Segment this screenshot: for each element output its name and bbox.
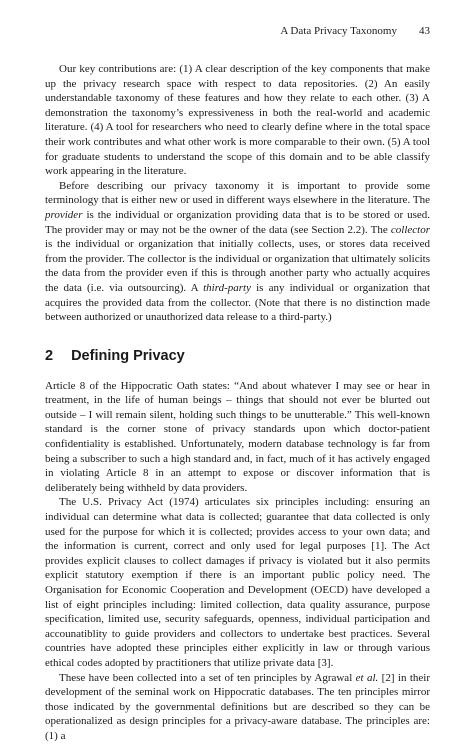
paragraph-hippocratic-oath-text: Article 8 of the Hippocratic Oath states: “And about whatever I may see or hear in treatment, in the life of human beings – things that should not ever be blurted out outside – I will remain silent, holding such things to be unutterable.” This well-known standard is the corner stone of privacy standards upon which doctor-patient confidentiality is established. Unfortunately, modern database technology is far from being a subscriber to such a high standard and, in fact, much of it has actively engaged in violating Article 8 in an attempt to expose or discover information that is deliberately being withheld by data providers. — [45, 379, 430, 494]
paragraph-privacy-act — [45, 495, 430, 670]
section-title: Defining Privacy — [71, 347, 185, 364]
term-provider: provider — [45, 208, 83, 221]
term-third-party: third-party — [203, 281, 251, 294]
section-heading — [45, 347, 430, 365]
paragraph-hippocratic-oath — [45, 379, 430, 496]
running-title: A Data Privacy Taxonomy — [280, 25, 397, 37]
term-collector: collector — [390, 223, 430, 236]
paragraph-contributions — [45, 62, 430, 179]
terminology-text-1: Before describing our privacy taxonomy it is important to provide some terminology that is either new or used in different ways elsewhere in the literature. The — [45, 179, 430, 207]
terminology-text-3: is the individual or organization that initially collects, uses, or stores data received from the provider. The collector is the individual or organization that ultimately solicits the data from the provider even if this is through another party who actually acquires the data (i.e. via outsourcing). A — [45, 238, 430, 294]
paragraph-terminology — [45, 179, 430, 325]
page — [45, 24, 430, 744]
ten-principles-text-1: These have been collected into a set of ten principles by Agrawal — [59, 671, 356, 684]
running-head — [45, 24, 430, 38]
paragraph-privacy-act-text: The U.S. Privacy Act (1974) articulates six principles including: ensuring an individual can determine what data is collected; guarantee that data collected is only used for the purpose for which it is collected; provides access to your own data; and the information is current, correct and only used for legal purposes [1]. The Act provides explicit clauses to collect damages if privacy is violated but it also permits explicit statutory exemption if there is an important public policy need. The Organisation for Economic Cooperation and Development (OECD) have developed a list of eight principles including: limited collection, data quality assurance, purpose specification, limited use, security safeguards, openness, individual participation and accounatiblity to guide providers and collectors to undertake best practices. Several countries have adopted these principles either explicitly in law or through various ethical codes adopted by practitioners that utilize private data [3]. — [45, 496, 430, 669]
terminology-text-2: is the individual or organization providing data that is to be stored or used. The provider may or may not be the owner of the data (see Section 2.2). The — [45, 208, 430, 236]
paragraph-ten-principles — [45, 671, 430, 744]
section-number: 2 — [45, 347, 54, 364]
et-al: et al. — [355, 671, 379, 684]
ten-principles-text-2: [2] in their development of the seminal work on Hippocratic databases. The ten principles mirror those indicated by the governmental definitions but are described so they can be operationalized as design principles for a privacy-aware database. The principles are: (1) a — [45, 671, 430, 742]
paragraph-contributions-text: Our key contributions are: (1) A clear description of the key components that make up the privacy research space with respect to data repositories. (2) An easily understandable taxonomy of these features and how they relate to each other. (3) A demonstration the taxonomy’s expressiveness in both the real-world and academic literature. (4) A tool for researchers who need to clearly define where in the total space their work contributes and what other work is more comparable to their own. (5) A tool for graduate students to understand the scope of this domain and to be able classify work appearing in the literature. — [45, 63, 430, 178]
page-number: 43 — [419, 25, 430, 37]
terminology-text-4: is any individual or organization that acquires the provided data from the collector. (Note that there is no distinction made between authorized or unauthorized data release to a third-party.) — [45, 281, 430, 324]
